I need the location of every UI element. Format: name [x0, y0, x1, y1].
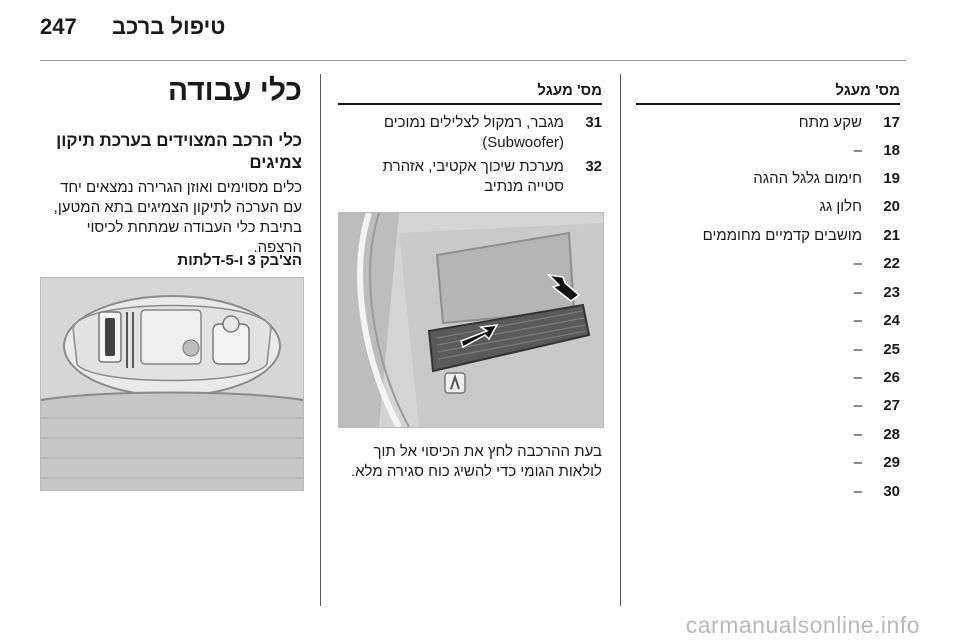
- caption-line: בעת ההרכבה לחץ את הכיסוי אל תוך: [373, 443, 602, 460]
- toolbox-illustration: [41, 278, 303, 490]
- circuit-description: מושבים קדמיים מחוממים: [702, 227, 862, 244]
- circuit-number: 19: [883, 170, 900, 187]
- section-subheading: [37, 130, 302, 174]
- model-variant-label: הצ'בק 3 ו-5-דלתות: [177, 252, 302, 269]
- circuit-description: שקע מתח: [798, 114, 862, 131]
- circuit-number: 31: [585, 114, 602, 131]
- table-row: [384, 113, 602, 153]
- circuit-description: –: [853, 397, 862, 414]
- body-line: עם הערכה לתיקון הצמיגים בתא המטען,: [53, 199, 302, 216]
- circuit-description: –: [853, 369, 862, 386]
- table-row: [854, 482, 900, 502]
- table-row: [854, 283, 900, 303]
- photo-caption: [337, 442, 602, 482]
- circuit-number: 17: [883, 114, 900, 131]
- column-divider-left: [320, 74, 321, 606]
- table-row: [703, 226, 900, 246]
- circuit-description: –: [853, 483, 862, 500]
- table-row: [854, 368, 900, 388]
- table-row: [854, 396, 900, 416]
- table-row: [799, 113, 900, 133]
- watermark: carmanualsonline.info: [685, 612, 920, 638]
- circuit-number: 18: [883, 142, 900, 159]
- table-middle-header: מס' מעגל: [537, 82, 602, 99]
- table-row: [854, 141, 900, 161]
- table-middle-header-rule: [338, 103, 602, 105]
- circuit-description: –: [853, 454, 862, 471]
- table-row: [753, 169, 900, 189]
- body-line: הרצפה.: [253, 239, 302, 256]
- circuit-number: 23: [883, 284, 900, 301]
- caption-line: לולאות הגומי כדי להשיג כוח סגירה מלא.: [350, 463, 602, 480]
- circuit-description: –: [853, 341, 862, 358]
- circuit-description: –: [853, 255, 862, 272]
- page-header-title: טיפול ברכב: [112, 14, 226, 39]
- circuit-number: 32: [585, 158, 602, 175]
- circuit-description-line: סטייה מנתיב: [484, 178, 564, 195]
- circuit-description: –: [853, 284, 862, 301]
- circuit-number: 24: [883, 312, 900, 329]
- circuit-number: 29: [883, 454, 900, 471]
- circuit-description: חלון גג: [819, 198, 862, 215]
- table-row: [854, 425, 900, 445]
- circuit-number: 21: [883, 227, 900, 244]
- circuit-description: חימום גלגל ההגה: [753, 170, 862, 187]
- trunk-cover-photo: [338, 212, 604, 428]
- table-row: [854, 340, 900, 360]
- table-row: [854, 311, 900, 331]
- circuit-description: [384, 113, 564, 153]
- trunk-cover-illustration: [339, 213, 603, 427]
- circuit-description-line: מערכת שיכוך אקטיבי, אזהרת: [382, 158, 564, 175]
- subheading-line: צמיגים: [249, 153, 302, 172]
- circuit-description-line: (Subwoofer): [482, 134, 564, 151]
- column-divider-right: [620, 74, 621, 606]
- body-line: בתיבת כלי העבודה שמתחת לכיסוי: [86, 219, 302, 236]
- circuit-description: [383, 157, 564, 197]
- circuit-number: 20: [883, 198, 900, 215]
- section-title: כלי עבודה: [167, 74, 302, 107]
- table-row: [383, 157, 602, 197]
- circuit-description: –: [853, 312, 862, 329]
- subheading-line: כלי הרכב המצוידים בערכת תיקון: [56, 131, 302, 150]
- table-row: [854, 254, 900, 274]
- circuit-description: –: [853, 142, 862, 159]
- circuit-number: 27: [883, 397, 900, 414]
- table-row: [854, 453, 900, 473]
- circuit-number: 28: [883, 426, 900, 443]
- body-line: כלים מסוימים ואוזן הגרירה נמצאים יחד: [60, 179, 302, 196]
- page-number: 247: [40, 14, 77, 39]
- toolbox-photo: [40, 277, 304, 491]
- circuit-number: 26: [883, 369, 900, 386]
- section-body-text: [37, 178, 302, 258]
- table-right-header-rule: [636, 103, 900, 105]
- circuit-number: 25: [883, 341, 900, 358]
- header-divider: [40, 60, 906, 61]
- table-right-header: מס' מעגל: [835, 82, 900, 99]
- table-row: [820, 197, 900, 217]
- circuit-description-line: מגבר, רמקול לצלילים נמוכים: [383, 114, 564, 131]
- circuit-description: –: [853, 426, 862, 443]
- circuit-number: 22: [883, 255, 900, 272]
- circuit-number: 30: [883, 483, 900, 500]
